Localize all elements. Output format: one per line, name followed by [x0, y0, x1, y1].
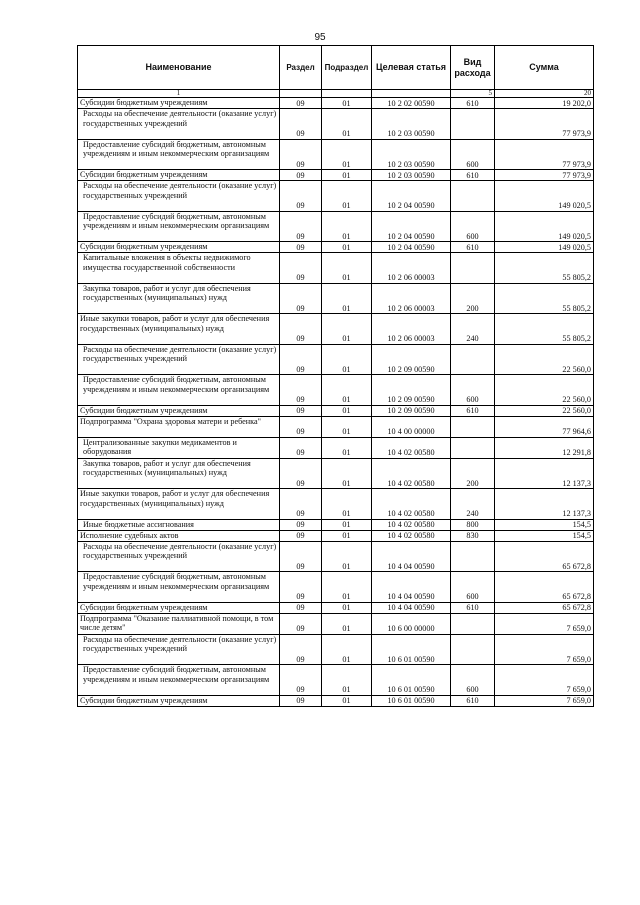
table-row	[78, 283, 594, 314]
row-section: 09	[280, 253, 322, 284]
row-target-article: 10 2 09 00590	[372, 344, 451, 375]
row-subsection: 01	[322, 437, 372, 458]
row-name: Расходы на обеспечение деятельности (оказание услуг) государственных учреждений	[78, 344, 280, 375]
column-number: 5	[451, 90, 495, 98]
table-row	[78, 109, 594, 140]
row-name: Субсидии бюджетным учреждениям	[78, 242, 280, 253]
row-subsection: 01	[322, 283, 372, 314]
row-section: 09	[280, 695, 322, 706]
row-name: Капитальные вложения в объекты недвижимого имущества государственной собственности	[78, 253, 280, 284]
row-section: 09	[280, 375, 322, 406]
row-subsection: 01	[322, 181, 372, 212]
row-section: 09	[280, 98, 322, 109]
row-subsection: 01	[322, 375, 372, 406]
header-section: Раздел	[280, 46, 322, 90]
row-subsection: 01	[322, 314, 372, 345]
row-name: Закупка товаров, работ и услуг для обеспечения государственных (муниципальных) нужд	[78, 458, 280, 489]
row-section: 09	[280, 437, 322, 458]
row-target-article: 10 2 03 00590	[372, 139, 451, 170]
row-name: Централизованные закупки медикаментов и оборудования	[78, 437, 280, 458]
row-target-article: 10 2 06 00003	[372, 283, 451, 314]
row-amount: 7 659,0	[495, 695, 594, 706]
row-subsection: 01	[322, 458, 372, 489]
row-name: Субсидии бюджетным учреждениям	[78, 695, 280, 706]
row-target-article: 10 6 00 00000	[372, 613, 451, 634]
row-expense-type: 240	[451, 489, 495, 520]
row-expense-type: 200	[451, 458, 495, 489]
row-section: 09	[280, 665, 322, 696]
row-amount: 55 805,2	[495, 253, 594, 284]
table-row	[78, 541, 594, 572]
row-expense-type: 600	[451, 375, 495, 406]
row-section: 09	[280, 541, 322, 572]
row-expense-type: 200	[451, 283, 495, 314]
row-amount: 7 659,0	[495, 665, 594, 696]
table-row	[78, 530, 594, 541]
row-expense-type	[451, 613, 495, 634]
table-row	[78, 458, 594, 489]
row-subsection: 01	[322, 139, 372, 170]
table-row	[78, 437, 594, 458]
table-row	[78, 405, 594, 416]
table-row	[78, 695, 594, 706]
row-expense-type	[451, 634, 495, 665]
table-row	[78, 489, 594, 520]
row-target-article: 10 2 04 00590	[372, 211, 451, 242]
row-expense-type	[451, 344, 495, 375]
row-target-article: 10 4 02 00580	[372, 437, 451, 458]
row-amount: 149 020,5	[495, 211, 594, 242]
row-amount: 55 805,2	[495, 283, 594, 314]
row-subsection: 01	[322, 109, 372, 140]
row-subsection: 01	[322, 489, 372, 520]
row-subsection: 01	[322, 405, 372, 416]
row-subsection: 01	[322, 530, 372, 541]
row-expense-type	[451, 416, 495, 437]
row-target-article: 10 2 03 00590	[372, 109, 451, 140]
row-amount: 149 020,5	[495, 242, 594, 253]
row-expense-type: 610	[451, 695, 495, 706]
row-target-article: 10 2 04 00590	[372, 181, 451, 212]
row-subsection: 01	[322, 572, 372, 603]
row-name: Предоставление субсидий бюджетным, автономным учреждениям и иным некоммерческим организациям	[78, 572, 280, 603]
row-section: 09	[280, 613, 322, 634]
table-row	[78, 613, 594, 634]
table-row	[78, 211, 594, 242]
row-section: 09	[280, 458, 322, 489]
row-amount: 7 659,0	[495, 634, 594, 665]
row-name: Расходы на обеспечение деятельности (оказание услуг) государственных учреждений	[78, 181, 280, 212]
row-target-article: 10 6 01 00590	[372, 634, 451, 665]
table-row	[78, 242, 594, 253]
row-expense-type	[451, 253, 495, 284]
row-section: 09	[280, 530, 322, 541]
row-name: Расходы на обеспечение деятельности (оказание услуг) государственных учреждений	[78, 634, 280, 665]
table-row	[78, 253, 594, 284]
row-expense-type: 610	[451, 98, 495, 109]
row-target-article: 10 4 02 00580	[372, 458, 451, 489]
row-target-article: 10 4 04 00590	[372, 602, 451, 613]
row-amount: 19 202,0	[495, 98, 594, 109]
row-target-article: 10 4 02 00580	[372, 489, 451, 520]
column-number	[372, 90, 451, 98]
row-expense-type	[451, 437, 495, 458]
row-amount: 77 964,6	[495, 416, 594, 437]
row-amount: 65 672,8	[495, 572, 594, 603]
row-subsection: 01	[322, 242, 372, 253]
header-target-article: Целевая статья	[372, 46, 451, 90]
table-row	[78, 98, 594, 109]
row-name: Расходы на обеспечение деятельности (оказание услуг) государственных учреждений	[78, 541, 280, 572]
row-subsection: 01	[322, 602, 372, 613]
row-target-article: 10 6 01 00590	[372, 665, 451, 696]
row-amount: 154,5	[495, 530, 594, 541]
row-expense-type: 610	[451, 242, 495, 253]
row-amount: 77 973,9	[495, 170, 594, 181]
row-section: 09	[280, 211, 322, 242]
row-amount: 65 672,8	[495, 541, 594, 572]
row-target-article: 10 2 06 00003	[372, 253, 451, 284]
row-expense-type: 600	[451, 139, 495, 170]
row-name: Предоставление субсидий бюджетным, автономным учреждениям и иным некоммерческим организациям	[78, 139, 280, 170]
row-subsection: 01	[322, 253, 372, 284]
row-name: Субсидии бюджетным учреждениям	[78, 405, 280, 416]
row-amount: 77 973,9	[495, 109, 594, 140]
row-amount: 22 560,0	[495, 344, 594, 375]
table-row	[78, 375, 594, 406]
row-section: 09	[280, 489, 322, 520]
table-row	[78, 139, 594, 170]
row-target-article: 10 4 00 00000	[372, 416, 451, 437]
row-name: Подпрограмма "Оказание паллиативной помощи, в том числе детям"	[78, 613, 280, 634]
row-name: Исполнение судебных актов	[78, 530, 280, 541]
row-name: Расходы на обеспечение деятельности (оказание услуг) государственных учреждений	[78, 109, 280, 140]
row-subsection: 01	[322, 344, 372, 375]
table-row	[78, 314, 594, 345]
column-number-row	[78, 90, 594, 98]
row-subsection: 01	[322, 416, 372, 437]
table-row	[78, 519, 594, 530]
row-subsection: 01	[322, 170, 372, 181]
header-name: Наименование	[78, 46, 280, 90]
row-section: 09	[280, 170, 322, 181]
row-expense-type: 240	[451, 314, 495, 345]
table-body	[78, 90, 594, 707]
row-subsection: 01	[322, 98, 372, 109]
column-number	[280, 90, 322, 98]
row-expense-type: 600	[451, 572, 495, 603]
row-section: 09	[280, 139, 322, 170]
row-section: 09	[280, 572, 322, 603]
row-target-article: 10 4 04 00590	[372, 541, 451, 572]
row-expense-type: 610	[451, 170, 495, 181]
row-name: Предоставление субсидий бюджетным, автономным учреждениям и иным некоммерческим организациям	[78, 211, 280, 242]
table-row	[78, 634, 594, 665]
row-subsection: 01	[322, 695, 372, 706]
row-amount: 55 805,2	[495, 314, 594, 345]
row-target-article: 10 4 02 00580	[372, 519, 451, 530]
row-section: 09	[280, 242, 322, 253]
row-section: 09	[280, 634, 322, 665]
row-expense-type	[451, 181, 495, 212]
row-subsection: 01	[322, 634, 372, 665]
row-subsection: 01	[322, 665, 372, 696]
row-section: 09	[280, 602, 322, 613]
row-section: 09	[280, 109, 322, 140]
table-row	[78, 665, 594, 696]
row-expense-type: 610	[451, 602, 495, 613]
header-subsection: Подраздел	[322, 46, 372, 90]
row-target-article: 10 2 09 00590	[372, 405, 451, 416]
row-subsection: 01	[322, 211, 372, 242]
row-section: 09	[280, 416, 322, 437]
budget-table	[77, 45, 594, 707]
column-number: 20	[495, 90, 594, 98]
row-target-article: 10 4 04 00590	[372, 572, 451, 603]
column-number: 1	[78, 90, 280, 98]
table-row	[78, 572, 594, 603]
table-row	[78, 602, 594, 613]
row-section: 09	[280, 314, 322, 345]
row-subsection: 01	[322, 541, 372, 572]
row-expense-type	[451, 541, 495, 572]
row-section: 09	[280, 283, 322, 314]
row-name: Предоставление субсидий бюджетным, автономным учреждениям и иным некоммерческим организациям	[78, 375, 280, 406]
row-target-article: 10 2 04 00590	[372, 242, 451, 253]
row-name: Субсидии бюджетным учреждениям	[78, 98, 280, 109]
header-amount: Сумма	[495, 46, 594, 90]
table-row	[78, 181, 594, 212]
row-amount: 12 137,3	[495, 489, 594, 520]
row-amount: 12 137,3	[495, 458, 594, 489]
row-name: Субсидии бюджетным учреждениям	[78, 602, 280, 613]
table-header	[78, 46, 594, 90]
row-amount: 65 672,8	[495, 602, 594, 613]
row-expense-type	[451, 109, 495, 140]
table-row	[78, 344, 594, 375]
row-amount: 77 973,9	[495, 139, 594, 170]
row-amount: 12 291,8	[495, 437, 594, 458]
row-section: 09	[280, 405, 322, 416]
row-target-article: 10 2 06 00003	[372, 314, 451, 345]
row-subsection: 01	[322, 519, 372, 530]
row-expense-type: 830	[451, 530, 495, 541]
row-name: Иные бюджетные ассигнования	[78, 519, 280, 530]
header-expense-type: Вид расхода	[451, 46, 495, 90]
row-name: Предоставление субсидий бюджетным, автономным учреждениям и иным некоммерческим организациям	[78, 665, 280, 696]
row-name: Иные закупки товаров, работ и услуг для обеспечения государственных (муниципальных) нужд	[78, 314, 280, 345]
row-target-article: 10 2 09 00590	[372, 375, 451, 406]
row-amount: 22 560,0	[495, 375, 594, 406]
row-expense-type: 600	[451, 665, 495, 696]
row-section: 09	[280, 181, 322, 212]
row-expense-type: 600	[451, 211, 495, 242]
row-target-article: 10 2 02 00590	[372, 98, 451, 109]
row-subsection: 01	[322, 613, 372, 634]
table-row	[78, 170, 594, 181]
row-name: Субсидии бюджетным учреждениям	[78, 170, 280, 181]
table-row	[78, 416, 594, 437]
row-amount: 7 659,0	[495, 613, 594, 634]
column-number	[322, 90, 372, 98]
row-amount: 154,5	[495, 519, 594, 530]
row-name: Подпрограмма "Охрана здоровья матери и ребенка"	[78, 416, 280, 437]
row-expense-type: 800	[451, 519, 495, 530]
row-amount: 22 560,0	[495, 405, 594, 416]
row-expense-type: 610	[451, 405, 495, 416]
row-target-article: 10 2 03 00590	[372, 170, 451, 181]
row-target-article: 10 4 02 00580	[372, 530, 451, 541]
row-name: Закупка товаров, работ и услуг для обеспечения государственных (муниципальных) нужд	[78, 283, 280, 314]
page-number: 95	[314, 32, 326, 43]
row-section: 09	[280, 344, 322, 375]
row-target-article: 10 6 01 00590	[372, 695, 451, 706]
row-section: 09	[280, 519, 322, 530]
row-amount: 149 020,5	[495, 181, 594, 212]
row-name: Иные закупки товаров, работ и услуг для обеспечения государственных (муниципальных) нужд	[78, 489, 280, 520]
